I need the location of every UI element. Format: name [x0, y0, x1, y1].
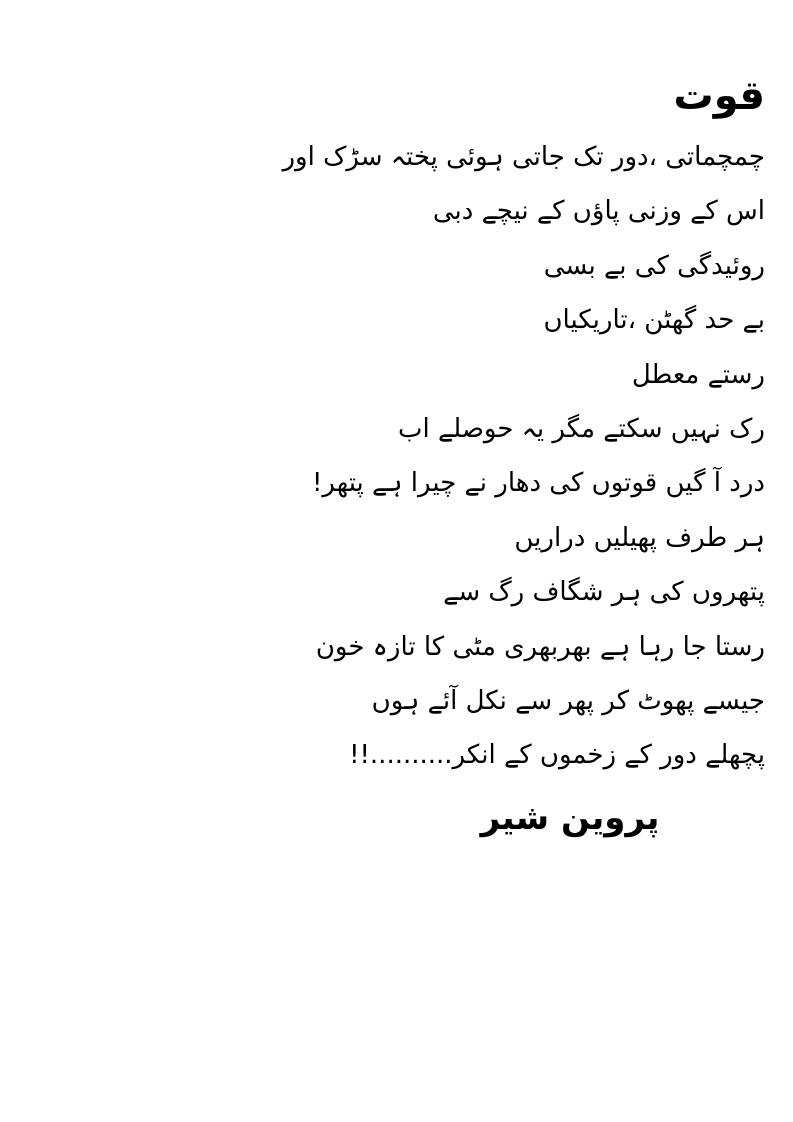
poem-line: رستا جا رہا ہے بھربھری مٹی کا تازہ خون: [315, 631, 765, 662]
poem-line: اس کے وزنی پاؤں کے نیچے دبی: [432, 196, 765, 227]
poem-line: رستے معطل: [631, 359, 765, 390]
poem-line: پتھروں کی ہر شگاف رگ سے: [443, 577, 765, 608]
poem-line: چمچماتی ،دور تک جاتی ہوئی پختہ سڑک اور: [282, 142, 765, 172]
poem-author: پروین شیر: [480, 798, 660, 838]
poem-line: جیسے پھوٹ کر پھر سے نکل آئے ہوں: [371, 685, 765, 716]
poem-line: پچھلے دور کے زخموں کے انکر..........!!: [349, 740, 765, 771]
poem-line: ہر طرف پھیلیں دراریں: [514, 522, 765, 553]
poem-line: بے حد گھٹن ،تاریکیاں: [543, 305, 765, 336]
poem-line: درد آ گیں قوتوں کی دھار نے چیرا ہے پتھر!: [311, 468, 765, 499]
poem-line: روئیدگی کی بے بسی: [543, 250, 765, 281]
poem-body: [282, 130, 765, 783]
poem-line: رک نہیں سکتے مگر یہ حوصلے اب: [398, 413, 765, 444]
poem-title: قوت: [673, 73, 765, 119]
